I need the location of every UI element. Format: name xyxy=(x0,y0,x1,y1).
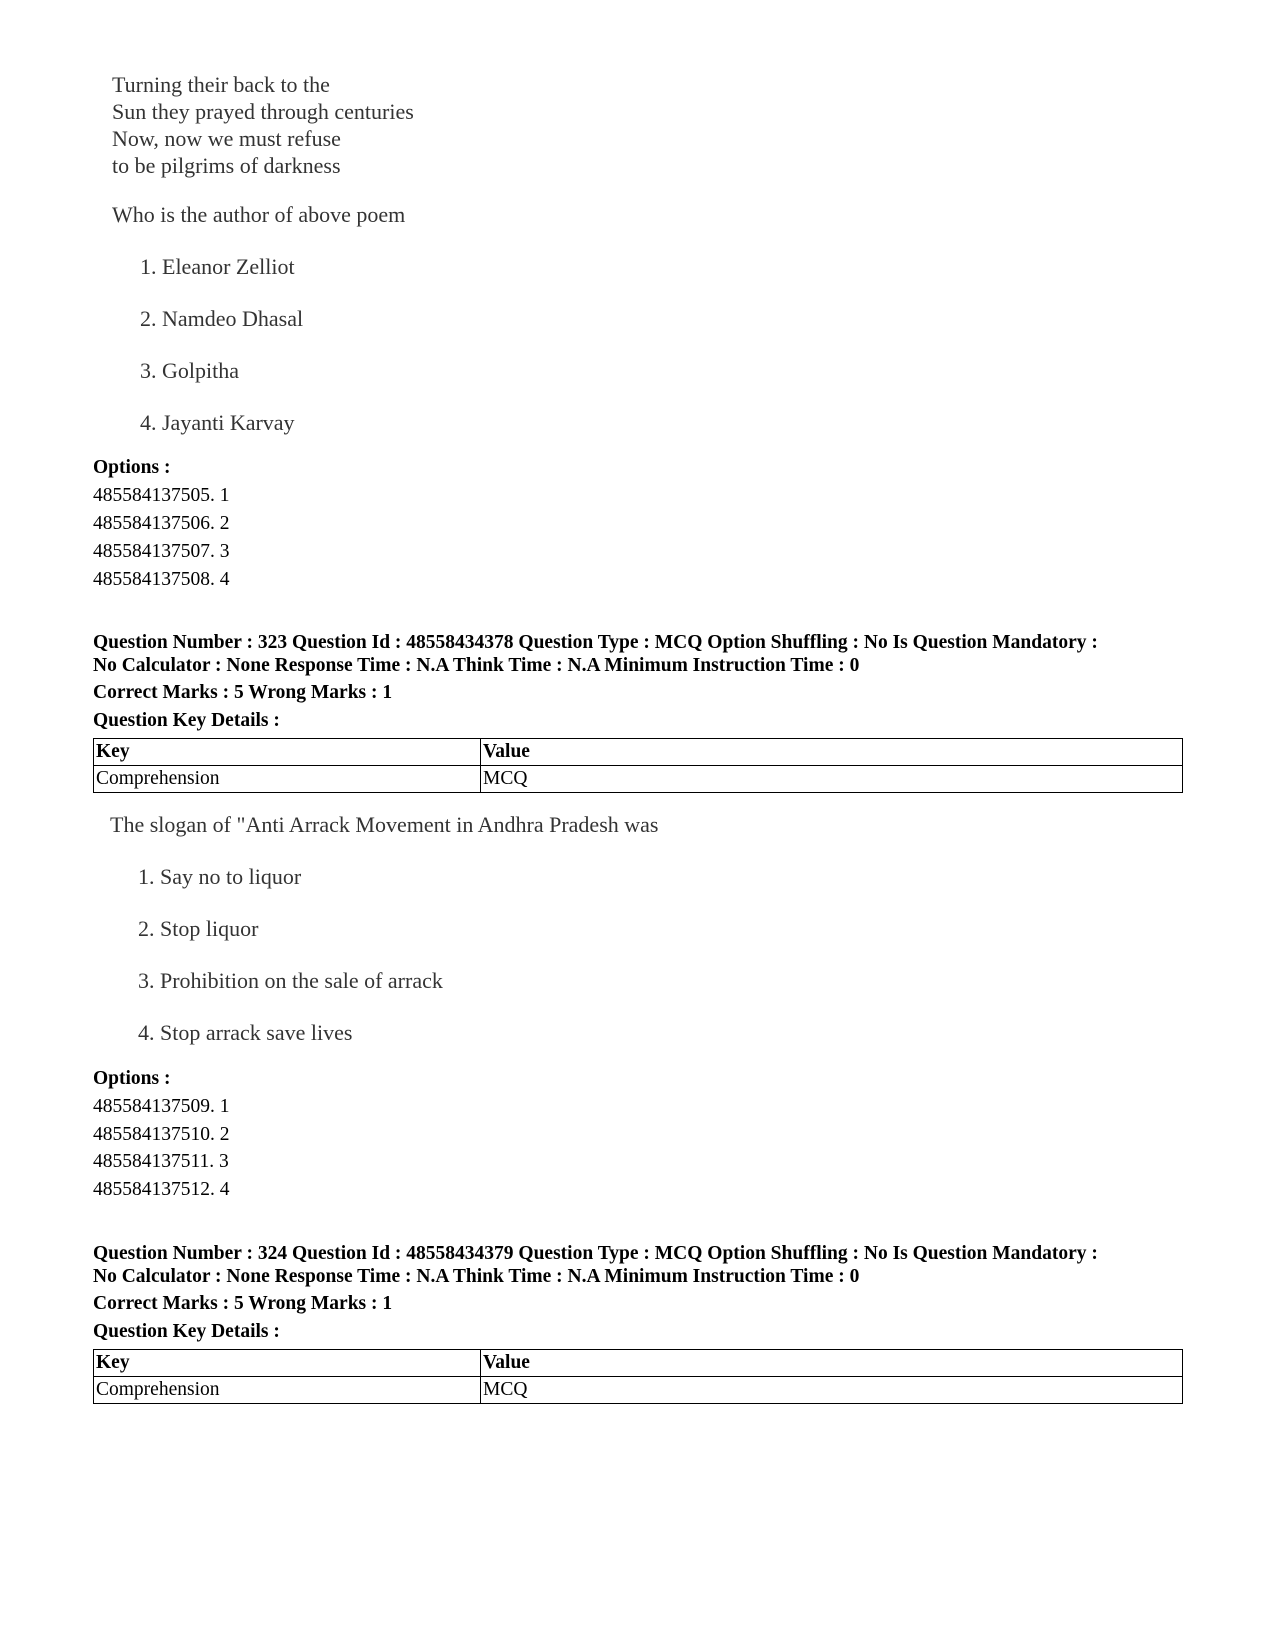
option-id: 485584137506. 2 xyxy=(93,513,230,534)
table-cell-value: MCQ xyxy=(481,766,1183,793)
poem-image xyxy=(112,72,512,192)
option-id: 485584137505. 1 xyxy=(93,485,230,506)
table-header-row xyxy=(94,739,1183,766)
question-meta-line: Question Number : 324 Question Id : 48558434379 Question Type : MCQ Option Shuffling : No Is Question Mandatory : xyxy=(93,1243,1098,1264)
option-id: 485584137509. 1 xyxy=(93,1096,230,1117)
poem-line: Sun they prayed through centuries xyxy=(112,99,414,124)
choice-item: 4. Jayanti Karvay xyxy=(140,410,295,435)
table-row xyxy=(94,766,1183,793)
question-text: Who is the author of above poem xyxy=(112,202,406,227)
options-label: Options : xyxy=(93,1068,171,1089)
key-details-label: Question Key Details : xyxy=(93,710,280,731)
marks-line: Correct Marks : 5 Wrong Marks : 1 xyxy=(93,682,393,703)
table-row xyxy=(94,1377,1183,1404)
table-header-value: Value xyxy=(481,1350,1183,1377)
choice-item: 2. Namdeo Dhasal xyxy=(140,306,304,331)
choice-item: 4. Stop arrack save lives xyxy=(138,1020,353,1045)
option-id: 485584137507. 3 xyxy=(93,541,230,562)
key-details-table xyxy=(93,1349,1183,1404)
table-cell-key: Comprehension xyxy=(94,766,481,793)
table-header-row xyxy=(94,1350,1183,1377)
poem-line: to be pilgrims of darkness xyxy=(112,153,341,178)
choice-item: 3. Prohibition on the sale of arrack xyxy=(138,968,443,993)
question-text: The slogan of "Anti Arrack Movement in Andhra Pradesh was xyxy=(110,812,659,837)
table-header-value: Value xyxy=(481,739,1183,766)
question-meta-line: Question Number : 323 Question Id : 48558434378 Question Type : MCQ Option Shuffling : No Is Question Mandatory : xyxy=(93,632,1098,653)
choice-item: 1. Say no to liquor xyxy=(138,864,302,889)
table-cell-key: Comprehension xyxy=(94,1377,481,1404)
question-text-image xyxy=(112,202,532,442)
choice-item: 2. Stop liquor xyxy=(138,916,259,941)
key-details-table xyxy=(93,738,1183,793)
options-label: Options : xyxy=(93,457,171,478)
poem-line: Turning their back to the xyxy=(112,72,330,97)
choice-item: 1. Eleanor Zelliot xyxy=(140,254,295,279)
question-text-image xyxy=(110,812,730,1052)
question-meta-line: No Calculator : None Response Time : N.A Think Time : N.A Minimum Instruction Time : 0 xyxy=(93,655,860,676)
option-id: 485584137510. 2 xyxy=(93,1124,230,1145)
marks-line: Correct Marks : 5 Wrong Marks : 1 xyxy=(93,1293,393,1314)
key-details-label: Question Key Details : xyxy=(93,1321,280,1342)
table-header-key: Key xyxy=(94,739,481,766)
question-meta-line: No Calculator : None Response Time : N.A Think Time : N.A Minimum Instruction Time : 0 xyxy=(93,1266,860,1287)
table-header-key: Key xyxy=(94,1350,481,1377)
choice-item: 3. Golpitha xyxy=(140,358,239,383)
poem-line: Now, now we must refuse xyxy=(112,126,341,151)
option-id: 485584137511. 3 xyxy=(93,1151,229,1172)
option-id: 485584137512. 4 xyxy=(93,1179,230,1200)
table-cell-value: MCQ xyxy=(481,1377,1183,1404)
option-id: 485584137508. 4 xyxy=(93,569,230,590)
